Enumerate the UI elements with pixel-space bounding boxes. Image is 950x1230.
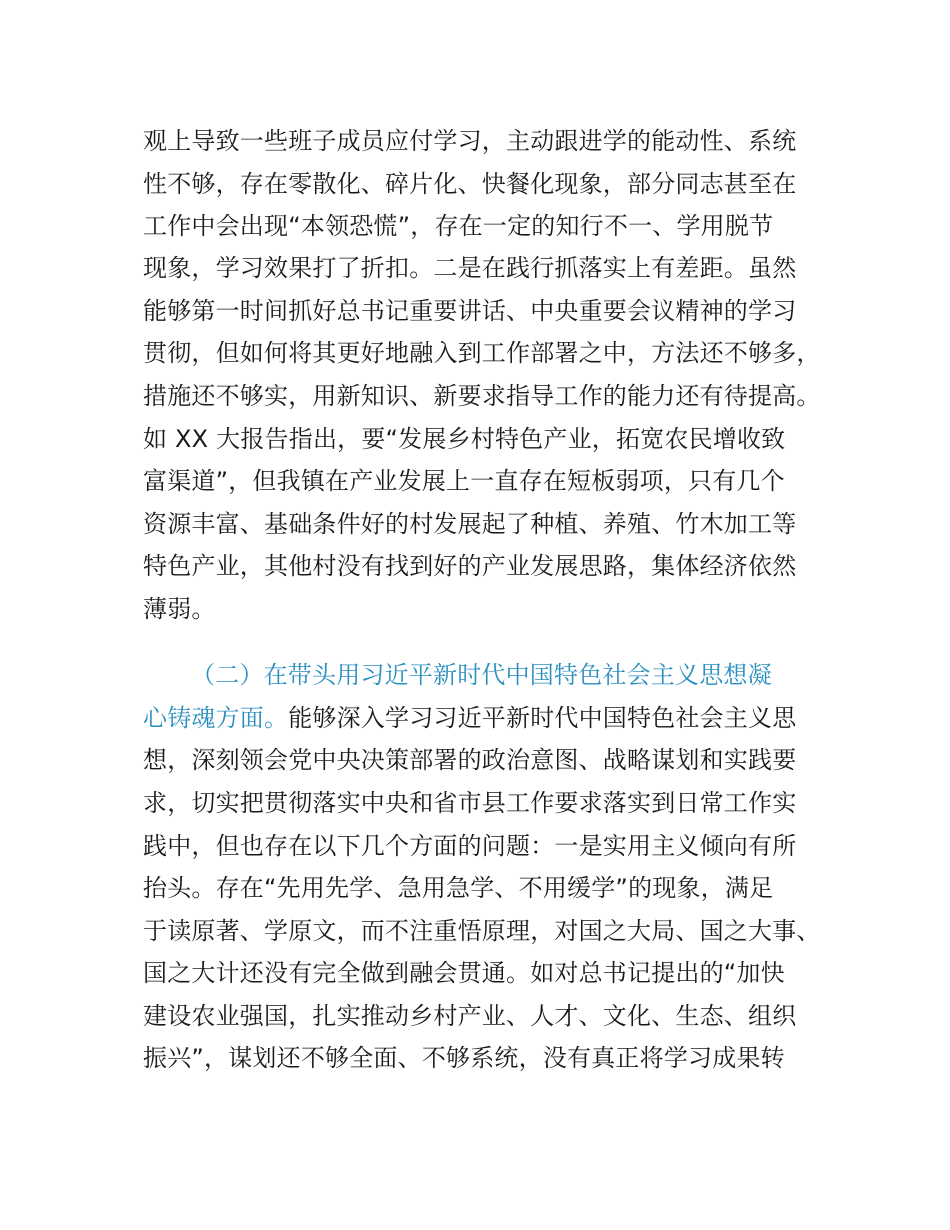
section-2-line-1-rest: 能够深入学习习近平新时代中国特色社会主义思 [288,704,797,732]
section-2-line-8: 建设农业强国，扎实推动乡村产业、人才、文化、生态、组织 [143,1002,797,1030]
paragraph-1-line-12: 薄弱。 [143,595,216,623]
paragraph-1-line-5: 能够第一时间抓好总书记重要讲话、中央重要会议精神的学习 [143,297,797,325]
section-2-heading-line-2: 心铸魂方面。 [143,704,289,732]
section-2-heading-line-1: （二）在带头用习近平新时代中国特色社会主义思想凝 [191,661,772,689]
paragraph-1-line-6: 贯彻，但如何将其更好地融入到工作部署之中，方法还不够多， [143,339,821,367]
section-2-line-2: 想，深刻领会党中央决策部署的政治意图、战略谋划和实践要 [143,746,797,774]
section-2-line-3: 求，切实把贯彻落实中央和省市县工作要求落实到日常工作实 [143,789,797,817]
paragraph-1-line-1: 观上导致一些班子成员应付学习，主动跟进学的能动性、系统 [143,127,797,155]
paragraph-1-line-2: 性不够，存在零散化、碎片化、快餐化现象，部分同志甚至在 [143,170,797,198]
paragraph-1-line-9: 富渠道”，但我镇在产业发展上一直存在短板弱项，只有几个 [143,467,785,495]
paragraph-1-line-8: 如 XX 大报告指出，要“发展乡村特色产业，拓宽农民增收致 [143,425,786,453]
section-2-line-5: 抬头。存在“先用先学、急用急学、不用缓学”的现象，满足 [143,874,774,902]
section-2-line-6: 于读原著、学原文，而不注重悟原理，对国之大局、国之大事、 [143,917,821,945]
paragraph-1-line-11: 特色产业，其他村没有找到好的产业发展思路，集体经济依然 [143,552,797,580]
paragraph-1-line-3: 工作中会出现“本领恐慌”，存在一定的知行不一、学用脱节 [143,212,774,240]
paragraph-1-line-7: 措施还不够实，用新知识、新要求指导工作的能力还有待提高。 [143,382,821,410]
section-2-line-4: 践中，但也存在以下几个方面的问题：一是实用主义倾向有所 [143,832,797,860]
section-2-line-1 [143,704,796,732]
paragraph-1-line-4: 现象，学习效果打了折扣。二是在践行抓落实上有差距。虽然 [143,254,797,282]
paragraph-1-line-10: 资源丰富、基础条件好的村发展起了种植、养殖、竹木加工等 [143,510,797,538]
section-2-line-7: 国之大计还没有完全做到融会贯通。如对总书记提出的“加快 [143,959,785,987]
section-2-line-9: 振兴”，谋划还不够全面、不够系统，没有真正将学习成果转 [143,1044,785,1072]
